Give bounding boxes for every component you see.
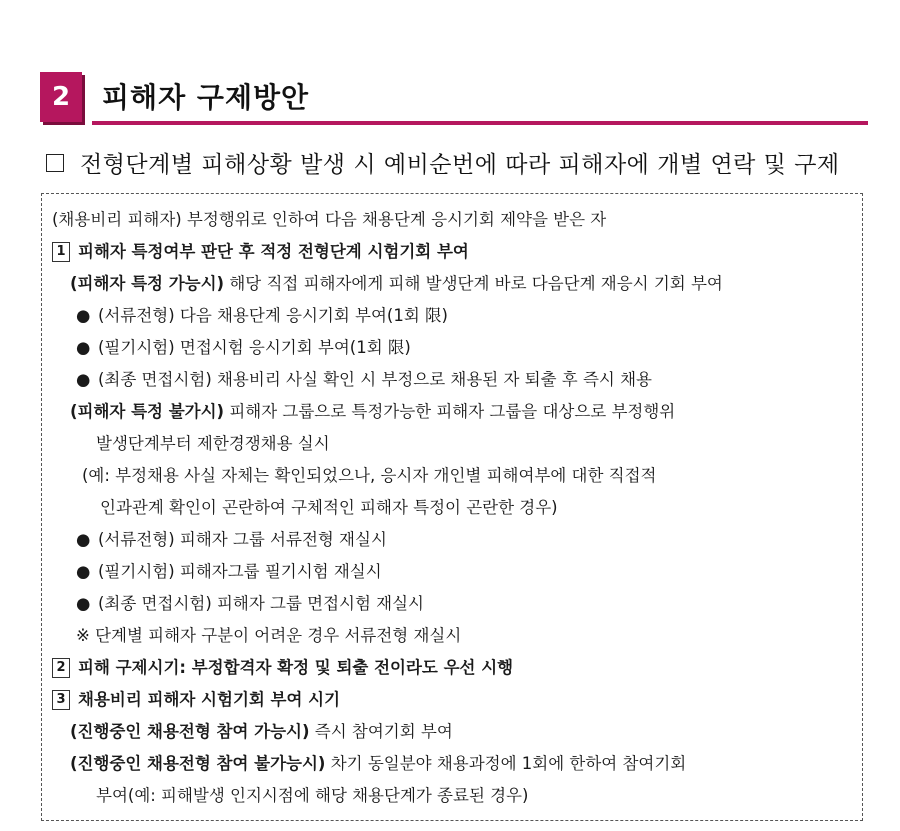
- case-3-label: (진행중인 채용전형 참여 가능시): [70, 722, 310, 741]
- case-3-text: 즉시 참여기회 부여: [309, 722, 453, 741]
- note-text: ※ 단계별 피해자 구분이 어려운 경우 서류전형 재실시: [76, 626, 462, 645]
- item-3-text: 채용비리 피해자 시험기회 부여 시기: [78, 690, 341, 709]
- case-3: [70, 718, 453, 742]
- bullet-icon: ●: [76, 338, 91, 357]
- case-1-bullet: [76, 334, 411, 358]
- case-1: [70, 270, 723, 294]
- case-2-label: (피해자 특정 불가시): [70, 402, 225, 421]
- case-4: [70, 750, 686, 774]
- example-line-1: (예: 부정채용 사실 자체는 확인되었으나, 응시자 개인별 피해여부에 대한 직접적: [82, 466, 657, 485]
- header-underline: [92, 121, 868, 125]
- intro-text: (채용비리 피해자) 부정행위로 인하여 다음 채용단계 응시기회 제약을 받은 자: [52, 210, 607, 229]
- bullet-text: (서류전형) 피해자 그룹 서류전형 재실시: [98, 530, 387, 549]
- case-4-text-cont: 부여(예: 피해발생 인지시점에 해당 채용단계가 종료된 경우): [96, 786, 529, 805]
- section-title: 피해자 구제방안: [102, 81, 310, 114]
- item-1-number: 1: [52, 242, 70, 262]
- case-2-text-cont: 발생단계부터 제한경쟁채용 실시: [96, 434, 330, 453]
- summary-line: [46, 146, 840, 179]
- case-2-bullet: [76, 558, 382, 582]
- item-2: [52, 654, 513, 678]
- summary-text: 전형단계별 피해상황 발생 시 예비순번에 따라 피해자에 개별 연락 및 구제: [80, 152, 840, 178]
- item-2-text: 피해 구제시기: 부정합격자 확정 및 퇴출 전이라도 우선 시행: [78, 658, 514, 677]
- case-2: [70, 398, 675, 422]
- bullet-text: (필기시험) 면접시험 응시기회 부여(1회 限): [98, 338, 411, 357]
- item-1-text: 피해자 특정여부 판단 후 적정 전형단계 시험기회 부여: [78, 242, 469, 261]
- bullet-icon: ●: [76, 370, 91, 389]
- case-1-bullet: [76, 366, 652, 390]
- case-4-text: 차기 동일분야 채용과정에 1회에 한하여 참여기회: [325, 754, 687, 773]
- case-2-bullet: [76, 526, 387, 550]
- example-line-2: 인과관계 확인이 곤란하여 구체적인 피해자 특정이 곤란한 경우): [100, 498, 558, 517]
- case-2-text: 피해자 그룹으로 특정가능한 피해자 그룹을 대상으로 부정행위: [224, 402, 676, 421]
- case-4-label: (진행중인 채용전형 참여 불가능시): [70, 754, 326, 773]
- case-2-bullet: [76, 590, 424, 614]
- bullet-text: (최종 면접시험) 채용비리 사실 확인 시 부정으로 채용된 자 퇴출 후 즉시 채용: [98, 370, 652, 389]
- checkbox-icon: [46, 154, 64, 172]
- bullet-icon: ●: [76, 306, 91, 325]
- bullet-icon: ●: [76, 530, 91, 549]
- bullet-text: (필기시험) 피해자그룹 필기시험 재실시: [98, 562, 382, 581]
- item-1: [52, 238, 469, 262]
- item-3: [52, 686, 340, 710]
- bullet-text: (최종 면접시험) 피해자 그룹 면접시험 재실시: [98, 594, 425, 613]
- bullet-text: (서류전형) 다음 채용단계 응시기회 부여(1회 限): [98, 306, 448, 325]
- item-2-number: 2: [52, 658, 70, 678]
- section-header: [40, 72, 868, 128]
- case-1-label: (피해자 특정 가능시): [70, 274, 225, 293]
- bullet-icon: ●: [76, 562, 91, 581]
- item-3-number: 3: [52, 690, 70, 710]
- section-number-badge: 2: [40, 72, 82, 122]
- case-1-text: 해당 직접 피해자에게 피해 발생단계 바로 다음단계 재응시 기회 부여: [224, 274, 723, 293]
- case-1-bullet: [76, 302, 448, 326]
- content-box: [41, 193, 863, 821]
- bullet-icon: ●: [76, 594, 91, 613]
